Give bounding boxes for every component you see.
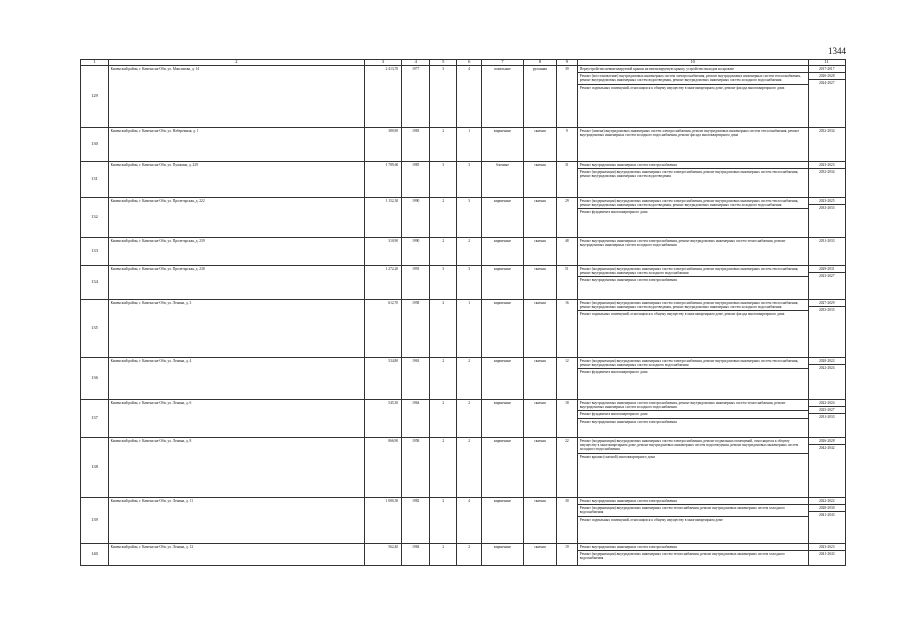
period-cell (808, 266, 846, 300)
sections-cell: 1 (457, 128, 482, 162)
apartments-cell: 30 (556, 498, 577, 544)
floors-cell: 2 (430, 358, 457, 400)
walls-material-cell: кирпичные (482, 438, 524, 498)
work-item: Ремонт (модернизация) внутридомовых инженерных систем электроснабжения, ремонт внутридомовых инженерных систем теплоснабжения, ремонт внутридомовых инженерных систем водоотведения, ремонт внутридомовых инженерных систем холодного водоснабжения (578, 300, 808, 311)
period-item: 2028-2030 (809, 505, 846, 512)
row-number: 133 (81, 238, 109, 266)
area-cell: 1 152,30 (364, 198, 401, 238)
works-cell (577, 66, 808, 128)
sections-cell: 3 (457, 266, 482, 300)
address-cell: Каменский район, г. Камень-на-Оби, ул. Ленина, д. 4 (109, 358, 365, 400)
roof-type-cell: скатная (523, 300, 556, 358)
apartments-cell: 9 (556, 128, 577, 162)
apartments-cell: 31 (556, 162, 577, 198)
roof-type-cell: скатная (523, 438, 556, 498)
year-built-cell: 1990 (402, 238, 430, 266)
works-cell (577, 498, 808, 544)
walls-material-cell: блочные (482, 162, 524, 198)
row-number: 140 (81, 544, 109, 566)
column-header: 5 (430, 60, 457, 66)
floors-cell: 2 (430, 238, 457, 266)
walls-material-cell: кирпичные (482, 498, 524, 544)
column-header: 1 (81, 60, 109, 66)
apartments-cell: 19 (556, 544, 577, 566)
work-item: Ремонт внутридомовых инженерных систем электроснабжения, ремонт внутридомовых инженерных систем теплоснабжения, ремонт внутридомовых инженерных систем холодного водоснабжения (579, 239, 786, 248)
work-item: Ремонт (модернизация) внутридомовых инженерных систем электроснабжения, ремонт внутридомовых инженерных систем теплоснабжения, ремонт внутридомовых инженерных систем холодного водоснабжения (578, 358, 808, 369)
work-item: Ремонт (замена) внутридомовых инженерных систем электроснабжения, ремонт внутридомовых инженерных систем теплоснабжения, ремонт внутридомовых инженерных систем холодного водоснабжения, ремонт фасада многоквартирного дома (579, 129, 799, 138)
roof-type-cell: скатная (523, 498, 556, 544)
row-number: 134 (81, 266, 109, 300)
apartments-cell: 51 (556, 266, 577, 300)
address-cell: Каменский район, г. Камень-на-Оби, ул. Набережная, д. 1 (109, 128, 365, 162)
floors-cell: 2 (430, 198, 457, 238)
sections-cell: 2 (457, 438, 482, 498)
work-item: Ремонт (модернизация) внутридомовых инженерных систем теплоснабжения, ремонт внутридомовых инженерных систем холодного водоснабжения (578, 505, 808, 516)
apartments-cell: 16 (556, 300, 577, 358)
sections-cell: 4 (457, 498, 482, 544)
column-header: 3 (364, 60, 401, 66)
works-cell (577, 400, 808, 438)
table-body (81, 66, 846, 566)
address-cell: Каменский район, г. Камень-на-Оби, ул. Пролетарская, д. 238 (109, 266, 365, 300)
walls-material-cell: кирпичные (482, 128, 524, 162)
column-header: 8 (523, 60, 556, 66)
works-cell (577, 300, 808, 358)
year-built-cell: 1984 (402, 544, 430, 566)
year-built-cell: 1958 (402, 438, 430, 498)
works-cell (577, 238, 808, 266)
work-item: Ремонт крыши (скатной) многоквартирного дома (579, 454, 656, 459)
year-built-cell: 1990 (402, 198, 430, 238)
work-item: Ремонт (восстановление) внутридомовых инженерных систем электроснабжения, ремонт внутридомовых инженерных систем теплоснабжения, ремонт внутридомовых инженерных систем водоотведения, ремонт внутридомовых инженерных систем холодного водоснабжения (578, 73, 808, 84)
roof-type-cell: скатная (523, 162, 556, 198)
walls-material-cell: кирпичные (482, 238, 524, 266)
period-item: 2020-2022 (809, 358, 846, 365)
year-built-cell: 1958 (402, 300, 430, 358)
year-built-cell: 1963 (402, 358, 430, 400)
period-cell (808, 238, 846, 266)
capital-repair-table (80, 59, 846, 566)
table-row (81, 198, 846, 238)
column-header: 9 (556, 60, 577, 66)
address-cell: Каменский район, г. Камень-на-Оби, ул. Ленина, д. 8 (109, 438, 365, 498)
walls-material-cell: кирпичные (482, 266, 524, 300)
row-number: 139 (81, 498, 109, 544)
period-item: 2024-2027 (818, 81, 835, 86)
work-item: Ремонт фундамента многоквартирного дома (579, 210, 648, 215)
period-cell (808, 300, 846, 358)
work-item: Ремонт фундамента многоквартирного дома (578, 411, 808, 418)
work-item: Ремонт (модернизация) внутридомовых инженерных систем электроснабжения, ремонт внутридомовых инженерных систем теплоснабжения, ремонт внутридомовых инженерных систем холодного водоснабжения (578, 266, 808, 277)
page-number: 1344 (828, 46, 846, 56)
sections-cell: 1 (457, 300, 482, 358)
year-built-cell: 1993 (402, 266, 430, 300)
address-cell: Каменский район, г. Камень-на-Оби, ул. Пушкина, д. 229 (109, 162, 365, 198)
column-header: 7 (482, 60, 524, 66)
apartments-cell: 39 (556, 66, 577, 128)
works-cell (577, 544, 808, 566)
year-built-cell: 1964 (402, 400, 430, 438)
apartments-cell: 29 (556, 198, 577, 238)
floors-cell: 2 (430, 300, 457, 358)
roof-type-cell: скатная (523, 266, 556, 300)
period-item: 2023-2025 (809, 198, 846, 205)
roof-type-cell: скатная (523, 400, 556, 438)
year-built-cell: 1985 (402, 162, 430, 198)
period-cell (808, 66, 846, 128)
table-row (81, 162, 846, 198)
walls-material-cell: кирпичные (482, 198, 524, 238)
area-cell: 1 080,30 (364, 498, 401, 544)
period-item: 2022-2022 (809, 498, 846, 505)
period-item: 2031-2033 (818, 415, 835, 420)
area-cell: 310,90 (364, 238, 401, 266)
roof-type-cell: скатная (523, 238, 556, 266)
work-item: Ремонт внутридомовых инженерных систем электроснабжения, ремонт внутридомовых инженерных систем теплоснабжения, ремонт внутридомовых инженерных систем холодного водоснабжения (578, 400, 808, 411)
area-cell: 1 789,60 (364, 162, 401, 198)
period-cell (808, 128, 846, 162)
column-header: 10 (577, 60, 808, 66)
period-item: 2022-2024 (818, 366, 835, 371)
floors-cell: 2 (430, 544, 457, 566)
floors-cell: 2 (430, 438, 457, 498)
period-item: 2026-2028 (809, 73, 846, 80)
work-item: Ремонт внутридомовых инженерных систем электроснабжения (578, 498, 808, 505)
row-number: 135 (81, 300, 109, 358)
table-row (81, 544, 846, 566)
roof-type-cell: скатная (523, 358, 556, 400)
table-row (81, 358, 846, 400)
period-item: 2033-2033 (818, 206, 835, 211)
sections-cell: 3 (457, 162, 482, 198)
sections-cell: 4 (457, 66, 482, 128)
row-number: 129 (81, 66, 109, 128)
period-item: 2022-2024 (809, 400, 846, 407)
work-item: Ремонт фундамента многоквартирного дома (579, 370, 648, 375)
roof-type-cell: скатная (523, 544, 556, 566)
walls-material-cell: кирпичные (482, 544, 524, 566)
period-cell (808, 544, 846, 566)
work-item: Переустройство невентилируемой крыши на вентилируемую крышу, устройство выходов на кровлю (578, 66, 808, 73)
period-item: 2032-2034 (818, 129, 835, 133)
sections-cell: 2 (457, 400, 482, 438)
floors-cell: 2 (430, 400, 457, 438)
floors-cell: 3 (430, 66, 457, 128)
floors-cell: 3 (430, 266, 457, 300)
roof-type-cell: скатная (523, 128, 556, 162)
year-built-cell: 1977 (402, 66, 430, 128)
table-row (81, 400, 846, 438)
work-item: Ремонт внутридомовых инженерных систем электроснабжения (579, 419, 677, 424)
table-row (81, 238, 846, 266)
period-cell (808, 358, 846, 400)
roof-type-cell: рулонная (523, 66, 556, 128)
works-cell (577, 162, 808, 198)
work-item: Ремонт подвальных помещений, относящихся к общему имуществу в многоквартирном доме, ремонт фасада многоквартирного дома (579, 312, 785, 317)
period-cell (808, 198, 846, 238)
area-cell: 380,90 (364, 128, 401, 162)
address-cell: Каменский район, г. Камень-на-Оби, ул. Ленина, д. 12 (109, 544, 365, 566)
period-item: 2027-2029 (809, 300, 846, 307)
sections-cell: 2 (457, 544, 482, 566)
works-cell (577, 128, 808, 162)
period-item: 2026-2028 (809, 438, 846, 445)
table-row (81, 498, 846, 544)
period-item: 2042-2042 (818, 446, 835, 451)
period-item: 2025-2027 (809, 407, 846, 414)
apartments-cell: 12 (556, 358, 577, 400)
period-cell (808, 400, 846, 438)
period-item: 2017-2017 (809, 66, 846, 73)
row-number: 138 (81, 438, 109, 498)
work-item: Ремонт внутридомовых инженерных систем электроснабжения (579, 278, 677, 283)
area-cell: 612,70 (364, 300, 401, 358)
address-cell: Каменский район, г. Камень-на-Оби, ул. Максимова, д. 14 (109, 66, 365, 128)
table-row (81, 266, 846, 300)
floors-cell: 2 (430, 498, 457, 544)
address-cell: Каменский район, г. Камень-на-Оби, ул. Пролетарская, д. 239 (109, 238, 365, 266)
address-cell: Каменский район, г. Камень-на-Оби, ул. Ленина, д. 11 (109, 498, 365, 544)
period-item: 2041-2043 (818, 552, 835, 557)
table-row (81, 128, 846, 162)
row-number: 130 (81, 128, 109, 162)
period-item: 2033-2035 (818, 308, 835, 313)
works-cell (577, 266, 808, 300)
work-item: Ремонт подвальных помещений, относящихся к общему имуществу в многоквартирном доме, ремонт фасада многоквартирного дома (579, 85, 785, 90)
work-item: Ремонт подвальных помещений, относящихся к общему имуществу в многоквартирном доме (579, 517, 723, 522)
area-cell: 534,80 (364, 358, 401, 400)
floors-cell: 3 (430, 162, 457, 198)
row-number: 136 (81, 358, 109, 400)
work-item: Ремонт (модернизация) внутридомовых инженерных систем электроснабжения, ремонт внутридомовых инженерных систем теплоснабжения, ремонт внутридомовых инженерных систем водоотведения, ремонт внутридомовых инженерных систем холодного водоснабжения (578, 198, 808, 209)
roof-type-cell: скатная (523, 198, 556, 238)
area-cell: 562,40 (364, 544, 401, 566)
address-cell: Каменский район, г. Камень-на-Оби, ул. Ленина, д. 3 (109, 300, 365, 358)
period-item: 2023-2027 (818, 274, 835, 279)
area-cell: 2 413,70 (364, 66, 401, 128)
column-header: 6 (457, 60, 482, 66)
address-cell: Каменский район, г. Камень-на-Оби, ул. Пролетарская, д. 222 (109, 198, 365, 238)
area-cell: 545,30 (364, 400, 401, 438)
floors-cell: 2 (430, 128, 457, 162)
row-number: 131 (81, 162, 109, 198)
column-header: 2 (109, 60, 365, 66)
year-built-cell: 1983 (402, 128, 430, 162)
works-cell (577, 438, 808, 498)
column-header: 4 (402, 60, 430, 66)
sections-cell: 2 (457, 238, 482, 266)
walls-material-cell: панельные (482, 66, 524, 128)
works-cell (577, 198, 808, 238)
apartments-cell: 18 (556, 400, 577, 438)
address-cell: Каменский район, г. Камень-на-Оби, ул. Ленина, д. 6 (109, 400, 365, 438)
work-item: Ремонт внутридомовых инженерных систем электроснабжения (578, 544, 808, 551)
period-item: 2031-2033 (818, 239, 835, 243)
period-item: 2029-2031 (809, 266, 846, 273)
period-item: 2032-2034 (818, 170, 835, 175)
work-item: Ремонт (модернизация) внутридомовых инженерных систем электроснабжения, ремонт внутридомовых инженерных систем теплоснабжения, ремонт внутридомовых инженерных систем водоотведения (579, 170, 799, 179)
year-built-cell: 1982 (402, 498, 430, 544)
table-row (81, 438, 846, 498)
period-item: 2023-2023 (809, 544, 846, 551)
works-cell (577, 358, 808, 400)
period-item: 2023-2023 (809, 162, 846, 169)
period-cell (808, 498, 846, 544)
table-row (81, 66, 846, 128)
sections-cell: 2 (457, 358, 482, 400)
walls-material-cell: кирпичные (482, 358, 524, 400)
work-item: Ремонт внутридомовых инженерных систем электроснабжения (578, 162, 808, 169)
walls-material-cell: кирпичные (482, 400, 524, 438)
work-item: Ремонт (модернизация) внутридомовых инженерных систем электроснабжения, ремонт подвальных помещений, относящихся к общему имуществу в многоквартирном доме, ремонт внутридомовых инженерных систем водоотведения, ремонт внутридомовых инженерных систем холодного водоснабжения (578, 438, 808, 454)
apartments-cell: 22 (556, 438, 577, 498)
area-cell: 1 272,20 (364, 266, 401, 300)
apartments-cell: 48 (556, 238, 577, 266)
walls-material-cell: кирпичные (482, 300, 524, 358)
period-item: 2041-2043 (818, 513, 835, 518)
table-row (81, 300, 846, 358)
period-cell (808, 438, 846, 498)
work-item: Ремонт (модернизация) внутридомовых инженерных систем теплоснабжения, ремонт внутридомовых инженерных систем холодного водоснабжения (579, 552, 785, 561)
area-cell: 866,90 (364, 438, 401, 498)
period-cell (808, 162, 846, 198)
row-number: 132 (81, 198, 109, 238)
sections-cell: 3 (457, 198, 482, 238)
column-header: 11 (808, 60, 846, 66)
row-number: 137 (81, 400, 109, 438)
